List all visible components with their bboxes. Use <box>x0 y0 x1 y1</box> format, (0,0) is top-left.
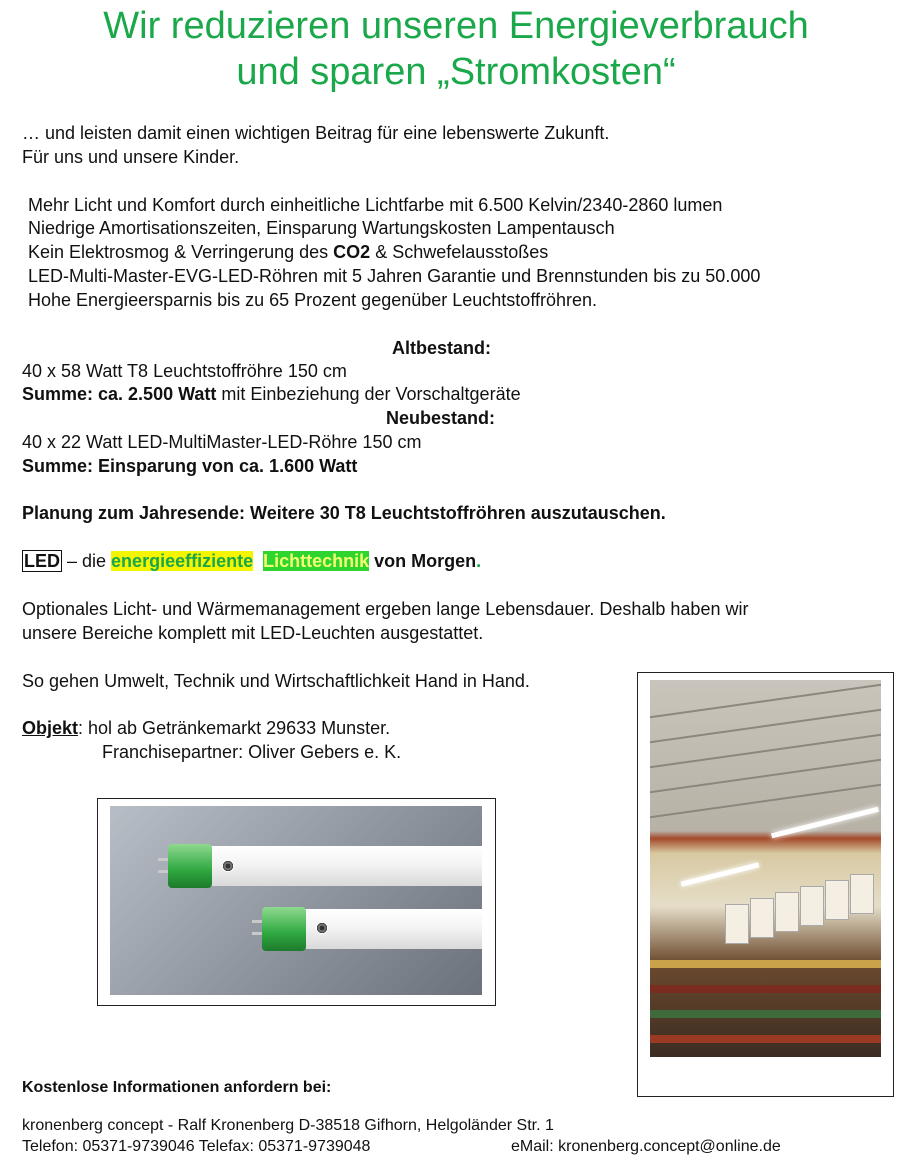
led-slogan <box>22 549 481 573</box>
tube-upper <box>202 846 482 886</box>
feature-line-3-c: & Schwefelausstoßes <box>370 242 549 262</box>
optional-line-1: Optionales Licht- und Wärmemanagement ergeben lange Lebensdauer. Deshalb haben wir <box>22 599 749 619</box>
led-light-strip <box>681 862 760 886</box>
intro-line-2: Für uns und unsere Kinder. <box>22 147 240 167</box>
led-dash: – die <box>62 551 112 571</box>
tube-pin <box>252 932 262 935</box>
supermarket-photo <box>637 672 894 1097</box>
lichttechnik-highlight: Lichttechnik <box>263 551 370 571</box>
tube-vent <box>316 922 328 934</box>
shelf-row <box>650 1035 881 1043</box>
led-tube-image <box>110 806 482 995</box>
contact-email: eMail: kronenberg.concept@online.de <box>511 1138 781 1155</box>
feature-line-4: LED-Multi-Master-EVG-LED-Röhren mit 5 Jahren Garantie und Brennstunden bis zu 50.000 <box>28 266 761 286</box>
objekt-label: Objekt <box>22 718 79 738</box>
shelf-row <box>650 1010 881 1018</box>
objekt-line <box>22 716 390 740</box>
shelf-row <box>650 960 881 968</box>
led-tube-photo <box>97 798 496 1006</box>
feature-line-5: Hohe Energieersparnis bis zu 65 Prozent gegenüber Leuchtstoffröhren. <box>28 290 598 310</box>
tube-cap-lower <box>262 907 306 951</box>
altbestand-heading: Altbestand: <box>392 338 491 358</box>
franchise-line: Franchisepartner: Oliver Gebers e. K. <box>102 742 402 762</box>
led-light-strip <box>771 807 879 838</box>
contact-address: kronenberg concept - Ralf Kronenberg D-38518 Gifhorn, Helgoländer Str. 1 <box>22 1117 554 1134</box>
tube-cap-upper <box>168 844 212 888</box>
feature-line-1: Mehr Licht und Komfort durch einheitliche Lichtfarbe mit 6.500 Kelvin/2340-2860 lumen <box>28 195 723 215</box>
von-morgen: von Morgen <box>369 551 477 571</box>
neubestand-line: 40 x 22 Watt LED-MultiMaster-LED-Röhre 150 cm <box>22 432 422 452</box>
tube-pin <box>158 858 168 861</box>
price-sign <box>750 898 774 938</box>
feature-line-3-a: Kein Elektrosmog & Verringerung des <box>28 242 334 262</box>
objekt-text: : hol ab Getränkemarkt 29633 Munster. <box>78 718 391 738</box>
price-sign <box>725 904 749 944</box>
price-sign <box>850 874 874 914</box>
co2-label: CO2 <box>333 242 371 262</box>
neubestand-heading: Neubestand: <box>386 408 496 428</box>
umwelt-line: So gehen Umwelt, Technik und Wirtschaftlichkeit Hand in Hand. <box>22 671 530 691</box>
contact-phone: Telefon: 05371-9739046 Telefax: 05371-9739048 <box>22 1138 371 1155</box>
supermarket-image <box>650 680 881 1057</box>
contact-heading: Kostenlose Informationen anfordern bei: <box>22 1079 332 1096</box>
tube-pin <box>158 870 168 873</box>
feature-line-3 <box>28 240 548 264</box>
price-sign <box>825 880 849 920</box>
altbestand-sum-rest: mit Einbeziehung der Vorschaltgeräte <box>216 384 521 404</box>
tube-pin <box>252 920 262 923</box>
title-line-2: und sparen „Stromkosten“ <box>236 51 676 93</box>
energieeffiziente-highlight: energieeffiziente <box>111 551 254 571</box>
optional-line-2: unsere Bereiche komplett mit LED-Leuchten ausgestattet. <box>22 623 484 643</box>
shelf-row <box>650 985 881 993</box>
price-sign <box>775 892 799 932</box>
altbestand-sum-bold: Summe: ca. 2.500 Watt <box>22 384 217 404</box>
ceiling-beam <box>650 784 881 818</box>
intro-line-1: … und leisten damit einen wichtigen Beitrag für eine lebenswerte Zukunft. <box>22 123 610 143</box>
altbestand-line: 40 x 58 Watt T8 Leuchtstoffröhre 150 cm <box>22 361 347 381</box>
title-line-1: Wir reduzieren unseren Energieverbrauch <box>103 5 809 47</box>
price-sign <box>800 886 824 926</box>
planung-line: Planung zum Jahresende: Weitere 30 T8 Leuchtstoffröhren auszutauschen. <box>22 503 666 523</box>
tube-vent <box>222 860 234 872</box>
neubestand-sum: Summe: Einsparung von ca. 1.600 Watt <box>22 456 358 476</box>
led-boxed-label: LED <box>24 551 60 571</box>
feature-line-2: Niedrige Amortisationszeiten, Einsparung Wartungskosten Lampentausch <box>28 218 615 238</box>
altbestand-sum <box>22 382 521 406</box>
slogan-period: . <box>476 551 482 571</box>
